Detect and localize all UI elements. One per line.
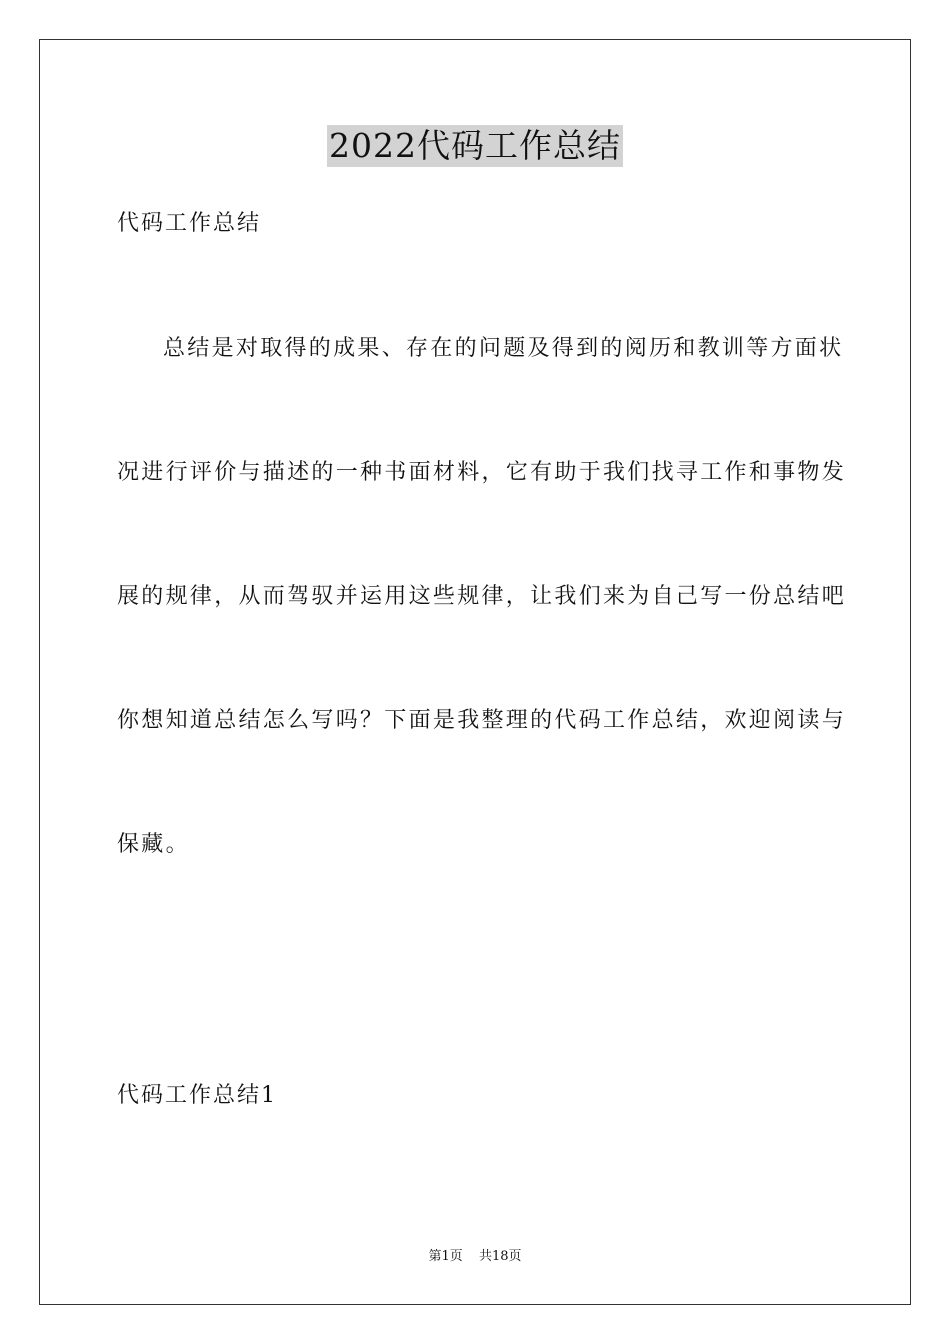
intro-line-4: 你想知道总结怎么写吗？下面是我整理的代码工作总结，欢迎阅读与 <box>117 708 847 733</box>
intro-line-1: 总结是对取得的成果、存在的问题及得到的阅历和教训等方面状 <box>163 336 844 361</box>
total-pages: 共18页 <box>478 1249 522 1264</box>
page-footer <box>0 1248 950 1266</box>
section-heading: 代码工作总结1 <box>117 1083 277 1108</box>
document-subtitle: 代码工作总结 <box>117 211 262 236</box>
intro-line-5: 保藏。 <box>117 832 190 857</box>
page-number: 第1页 <box>428 1249 463 1264</box>
title-container <box>0 125 950 167</box>
intro-line-3: 展的规律，从而驾驭并运用这些规律，让我们来为自己写一份总结吧 <box>117 584 847 609</box>
intro-line-2: 况进行评价与描述的一种书面材料，它有助于我们找寻工作和事物发 <box>117 460 847 485</box>
document-title: 2022代码工作总结 <box>329 126 621 165</box>
